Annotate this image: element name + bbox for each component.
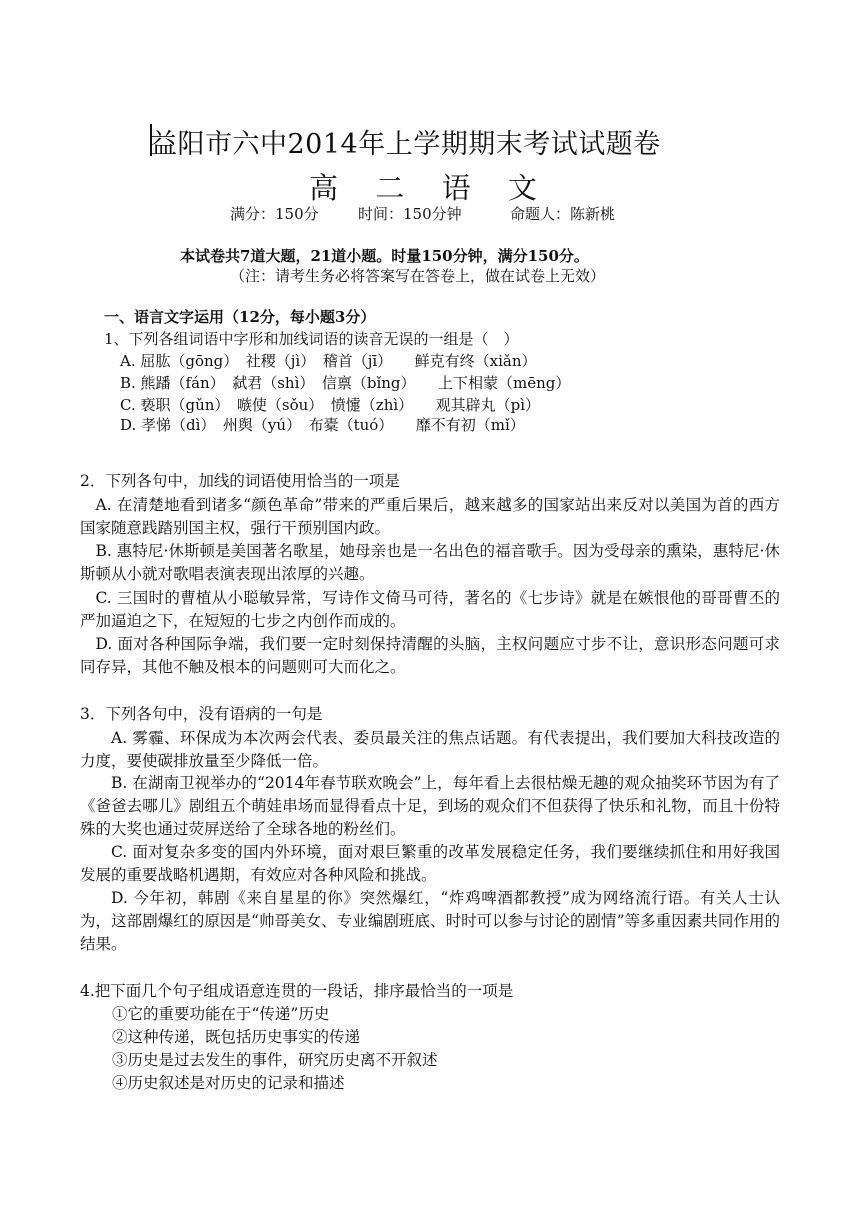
q1-stem: 1、下列各组词语中字形和加线词语的读音无误的一组是（ ） bbox=[104, 330, 519, 348]
q2-stem: 2．下列各句中，加线的词语使用恰当的一项是 bbox=[80, 472, 400, 490]
q4-stem: 4.把下面几个句子组成语意连贯的一段话，排序最恰当的一项是 bbox=[80, 982, 514, 1000]
q4-item-2: ②这种传递，既包括历史事实的传递 bbox=[112, 1028, 361, 1046]
q3-option-d: D. 今年初，韩剧《来自星星的你》突然爆红，“炸鸡啤酒都教授”成为网络流行语。有关人士认为，这部剧爆红的原因是“帅哥美女、专业编剧班底、时时可以参与讨论的剧情”等多重因素共同作用的结果。 bbox=[80, 889, 780, 953]
q3-option-a: A. 雾霾、环保成为本次两会代表、委员最关注的焦点话题。有代表提出，我们要加大科技改造的力度，要使碳排放量至少降低一倍。 bbox=[80, 729, 780, 770]
q1-option-b: B. 熊蹯（fán） 弑君（shì） 信禀（bǐng） 上下相蒙（mēng） bbox=[120, 374, 571, 392]
exam-time: 时间：150分钟 bbox=[358, 205, 462, 223]
q3-stem: 3．下列各句中，没有语病的一句是 bbox=[80, 705, 323, 723]
q1-option-c: C. 亵职（gǔn） 嗾使（sǒu） 愤懥（zhì） 观其辟丸（pì） bbox=[120, 396, 541, 414]
notice-line-1: 本试卷共7道大题，21道小题。时量150分钟，满分150分。 bbox=[180, 247, 589, 265]
q4-item-1: ①它的重要功能在于“传递”历史 bbox=[112, 1005, 330, 1023]
q2-option-b: B. 惠特尼·休斯顿是美国著名歌星，她母亲也是一名出色的福音歌手。因为受母亲的熏染，惠特尼·休斯顿从小就对歌唱表演表现出浓厚的兴趣。 bbox=[80, 542, 780, 583]
q4-item-4: ④历史叙述是对历史的记录和描述 bbox=[112, 1074, 345, 1092]
q3-option-b: B. 在湖南卫视举办的“2014年春节联欢晚会”上，每年看上去很枯燥无趣的观众抽奖环节因为有了《爸爸去哪儿》剧组五个萌娃串场而显得看点十足，到场的观众们不但获得了快乐和礼物，而且十份特殊的大奖也通过荧屏送给了全球各地的粉丝们。 bbox=[80, 774, 780, 838]
subject-title: 高 二 语 文 bbox=[309, 171, 551, 205]
exam-title: 益阳市六中2014年上学期期末考试试题卷 bbox=[150, 129, 661, 160]
q1-option-d: D. 孝悌（dì） 州舆（yú） 布橐（tuó） 靡不有初（mǐ） bbox=[120, 416, 525, 434]
full-score: 满分：150分 bbox=[230, 205, 319, 223]
q4-item-3: ③历史是过去发生的事件，研究历史离不开叙述 bbox=[112, 1051, 438, 1069]
notice-line-2: （注：请考生务必将答案写在答卷上，做在试卷上无效） bbox=[230, 267, 606, 285]
exam-author: 命题人：陈新桃 bbox=[510, 205, 616, 223]
q2-option-c: C. 三国时的曹植从小聪敏异常，写诗作文倚马可待，著名的《七步诗》就是在嫉恨他的哥哥曹丕的严加逼迫之下，在短短的七步之内创作而成的。 bbox=[80, 589, 780, 630]
q3-option-c: C. 面对复杂多变的国内外环境，面对艰巨繁重的改革发展稳定任务，我们要继续抓住和用好我国发展的重要战略机遇期，有效应对各种风险和挑战。 bbox=[80, 843, 780, 884]
section-heading: 一、语言文字运用（12分，每小题3分） bbox=[104, 308, 376, 326]
q2-option-d: D. 面对各种国际争端，我们要一定时刻保持清醒的头脑，主权问题应寸步不让，意识形态问题可求同存异，其他不触及根本的问题则可大而化之。 bbox=[80, 635, 780, 676]
q2-option-a: A. 在清楚地看到诸多“颜色革命”带来的严重后果后，越来越多的国家站出来反对以美国为首的西方国家随意践踏别国主权，强行干预别国内政。 bbox=[80, 496, 780, 537]
q1-option-a: A. 屈肱（gōng） 社稷（jì） 稽首（jī） 鲜克有终（xiǎn） bbox=[120, 352, 537, 370]
